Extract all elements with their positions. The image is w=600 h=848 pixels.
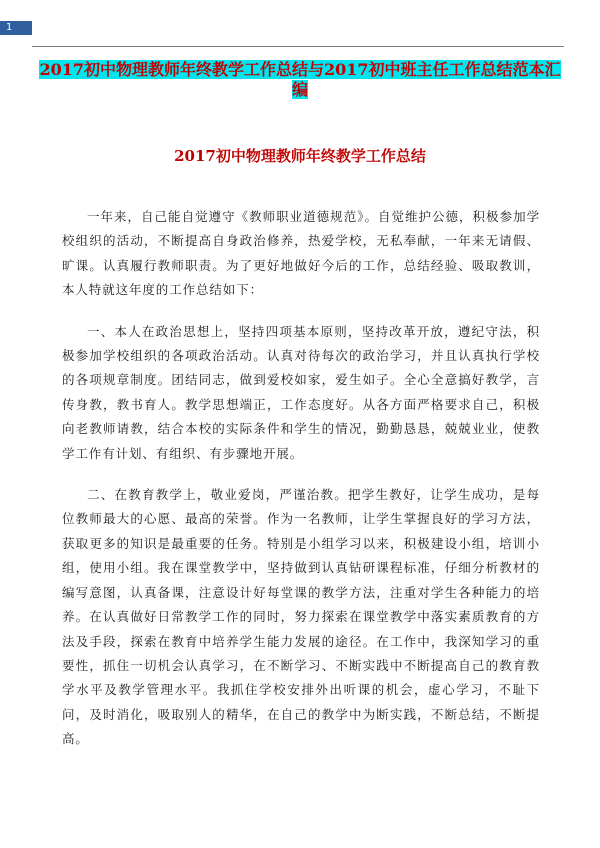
body-text [62,205,540,769]
section-title: 2017初中物理教师年终教学工作总结 [174,147,426,165]
page-number-badge: 1 [0,21,32,35]
document-title-text: 2017初中物理教师年终教学工作总结与2017初中班主任工作总结范本汇编 [39,60,561,99]
paragraph-teaching: 二、在教育教学上，敬业爱岗，严谨治教。把学生教好，让学生成功，是每位教师最大的心愿、最高的荣誉。作为一名教师，让学生掌握良好的学习方法，获取更多的知识是最重要的任务。特别是小组学习以来，积极建设小组，培训小组，使用小组。我在课堂教学中，坚持做到认真钻研课程标准，仔细分析教材的编写意图，认真备课，注意设计好每堂课的教学方法，注重对学生各种能力的培养。在认真做好日常教学工作的同时，努力探索在课堂教学中落实素质教育的方法及手段，探索在教育中培养学生能力发展的途径。在工作中，我深知学习的重要性，抓住一切机会认真学习，在不断学习、不断实践中不断提高自己的教育教学水平及教学管理水平。我抓住学校安排外出听课的机会，虚心学习，不耻下问，及时消化，吸取别人的精华，在自己的教学中为断实践，不断总结，不断提高。 [62,487,540,747]
header-divider [32,46,564,47]
paragraph-political: 一、本人在政治思想上，坚持四项基本原则，坚持改革开放，遵纪守法，积极参加学校组织的各项政治活动。认真对待每次的政治学习，并且认真执行学校的各项规章制度。团结同志，做到爱校如家，爱生如子。全心全意搞好教学，言传身教，教书育人。教学思想端正，工作态度好。从各方面严格要求自己，积极向老教师请教，结合本校的实际条件和学生的情况，勤勤恳恳，兢兢业业，使教学工作有计划、有组织、有步骤地开展。 [62,323,540,461]
paragraph-intro: 一年来，自己能自觉遵守《教师职业道德规范》。自觉维护公德，积极参加学校组织的活动，不断提高自身政治修养，热爱学校，无私奉献，一年来无请假、旷课。认真履行教师职责。为了更好地做好今后的工作，总结经验、吸取教训，本人特就这年度的工作总结如下： [62,209,540,298]
document-title [38,60,562,100]
